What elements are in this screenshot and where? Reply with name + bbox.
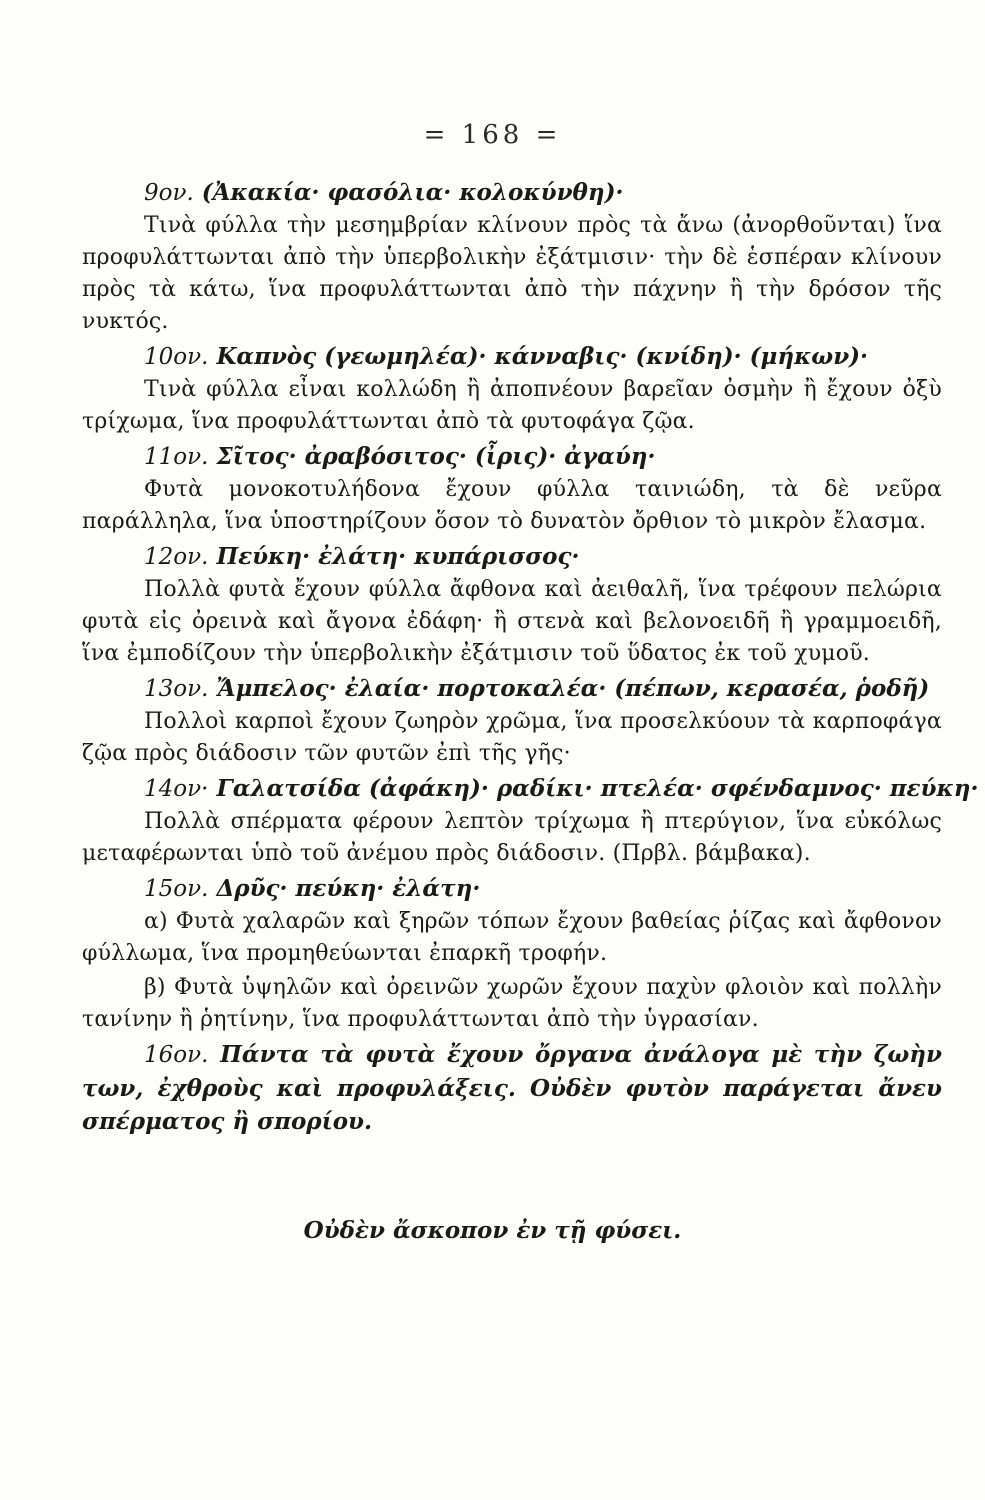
section-14 xyxy=(82,772,979,870)
section-title: Δρῦς· πεύκη· ἐλάτη· xyxy=(216,875,481,902)
section-9 xyxy=(82,176,942,338)
section-title: Γαλατσίδα (ἀφάκη)· ραδίκι· πτελέα· σφένδαμνος· πεύκη· xyxy=(216,775,979,802)
paragraph: α) Φυτὰ χαλαρῶν καὶ ξηρῶν τόπων ἔχουν βαθείας ῥίζας καὶ ἄφθονον φύλλωμα, ἵνα προμηθεύωνται ἐπαρκῆ τροφήν. xyxy=(82,909,942,966)
closing-statement xyxy=(82,1038,942,1138)
page-number: = 168 = xyxy=(423,120,562,150)
section-number: 11ον. xyxy=(144,444,209,470)
section-heading xyxy=(82,772,979,806)
section-number: 13ον. xyxy=(144,676,209,702)
section-title: (Ἀκακία· φασόλια· κολοκύνθη)· xyxy=(201,179,624,206)
section-15 xyxy=(82,872,942,1036)
closing-text: Πάντα τὰ φυτὰ ἔχουν ὄργανα ἀνάλογα μὲ τὴν ζωὴν των, ἐχθροὺς καὶ προφυλάξεις. Οὐδὲν φυτὸν παράγεται ἄνευ σπέρματος ἢ σπορίου. xyxy=(82,1041,942,1135)
section-number: 14ον· xyxy=(144,776,209,802)
section-16 xyxy=(82,1038,942,1138)
section-number: 15ον. xyxy=(144,876,209,902)
section-title: Σῖτος· ἀραβόσιτος· (ἶρις)· ἀγαύη· xyxy=(216,443,656,470)
section-title: Ἄμπελος· ἐλαία· πορτοκαλέα· (πέπων, κερασέα, ῥοδῆ) xyxy=(216,675,930,702)
section-title: Καπνὸς (γεωμηλέα)· κάνναβις· (κνίδη)· (μήκων)· xyxy=(216,343,869,370)
section-heading xyxy=(82,176,942,210)
section-heading xyxy=(82,872,942,906)
paragraph: Τινὰ φύλλα τὴν μεσημβρίαν κλίνουν πρὸς τὰ ἄνω (ἀνορθοῦνται) ἵνα προφυλάττωνται ἀπὸ τὴν ὑπερβολικὴν ἐξάτμισιν· τὴν δὲ ἑσπέραν κλίνουν πρὸς τὰ κάτω, ἵνα προφυλάττωνται ἀπὸ τὴν πάχνην ἢ τὴν δρόσον τῆς νυκτός. xyxy=(82,213,942,334)
section-10 xyxy=(82,340,942,438)
paragraph: β) Φυτὰ ὑψηλῶν καὶ ὀρεινῶν χωρῶν ἔχουν παχὺν φλοιὸν καὶ πολλὴν τανίνην ἢ ῥητίνην, ἵνα προφυλάττωνται ἀπὸ τὴν ὑγρασίαν. xyxy=(82,975,942,1032)
section-heading xyxy=(82,440,942,474)
section-13 xyxy=(82,672,942,770)
closing-motto: Οὐδὲν ἄσκοπον ἐν τῇ φύσει. xyxy=(303,1217,682,1244)
paragraph: Φυτὰ μονοκοτυλήδονα ἔχουν φύλλα ταινιώδη, τὰ δὲ νεῦρα παράλληλα, ἵνα ὑποστηρίζουν ὅσον τὸ δυνατὸν ὄρθιον τὸ μικρὸν ἔλασμα. xyxy=(82,477,942,534)
section-11 xyxy=(82,440,942,538)
section-number: 16ον. xyxy=(144,1042,209,1068)
section-title: Πεύκη· ἐλάτη· κυπάρισσος· xyxy=(216,543,580,570)
section-number: 10ον. xyxy=(144,344,209,370)
paragraph: Τινὰ φύλλα εἶναι κολλώδη ἢ ἀποπνέουν βαρεῖαν ὀσμὴν ἢ ἔχουν ὀξὺ τρίχωμα, ἵνα προφυλάττωνται ἀπὸ τὰ φυτοφάγα ζῷα. xyxy=(82,377,942,434)
section-heading xyxy=(82,540,942,574)
section-number: 9ον. xyxy=(144,180,194,206)
section-number: 12ον. xyxy=(144,544,209,570)
section-heading xyxy=(82,340,942,374)
paragraph: Πολλὰ σπέρματα φέρουν λεπτὸν τρίχωμα ἢ πτερύγιον, ἵνα εὐκόλως μεταφέρωνται ὑπὸ τοῦ ἀνέμου πρὸς διάδοσιν. (Πρβλ. βάμβακα). xyxy=(82,809,942,866)
paragraph: Πολλὰ φυτὰ ἔχουν φύλλα ἄφθονα καὶ ἀειθαλῆ, ἵνα τρέφουν πελώρια φυτὰ εἰς ὀρεινὰ καὶ ἄγονα ἐδάφη· ἢ στενὰ καὶ βελονοειδῆ ἢ γραμμοειδῆ, ἵνα ἐμποδίζουν τὴν ὑπερβολικὴν ἐξάτμισιν τοῦ ὕδατος ἐκ τοῦ χυμοῦ. xyxy=(82,577,942,666)
section-heading xyxy=(82,672,942,706)
paragraph: Πολλοὶ καρποὶ ἔχουν ζωηρὸν χρῶμα, ἵνα προσελκύουν τὰ καρποφάγα ζῷα πρὸς διάδοσιν τῶν φυτῶν ἐπὶ τῆς γῆς· xyxy=(82,709,942,766)
section-12 xyxy=(82,540,942,670)
body-text xyxy=(82,176,979,1138)
